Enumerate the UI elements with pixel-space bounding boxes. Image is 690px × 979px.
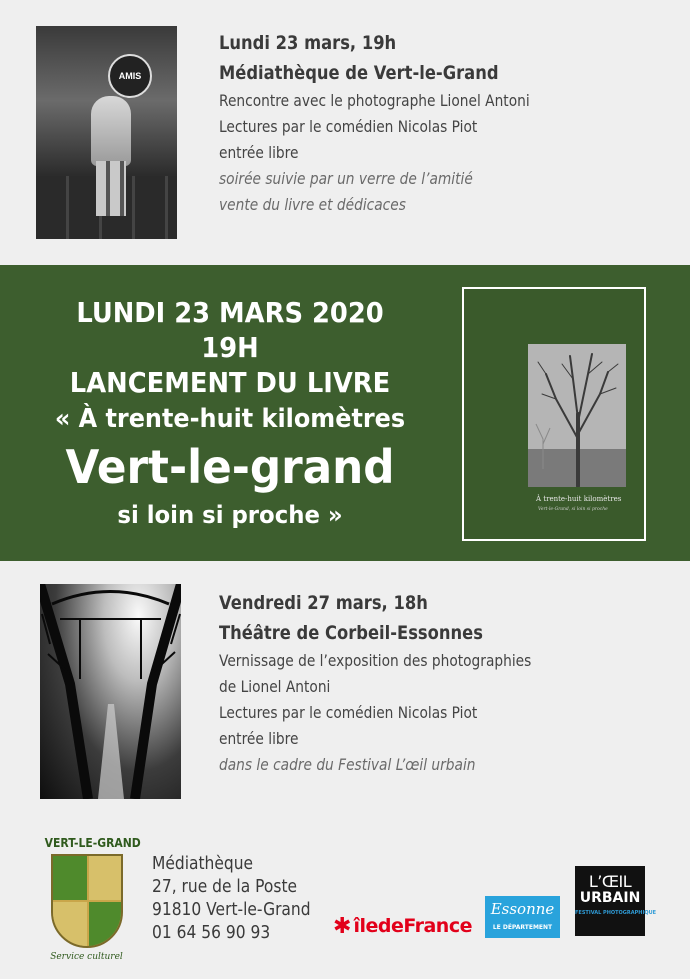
- event-line: entrée libre: [219, 729, 299, 748]
- event-line: Lectures par le comédien Nicolas Piot: [219, 703, 478, 722]
- event-theatre: [219, 588, 679, 778]
- address-line: 91810 Vert-le-Grand: [152, 899, 311, 920]
- event-line: de Lionel Antoni: [219, 677, 331, 696]
- essonne-subtext: LE DÉPARTEMENT: [492, 924, 553, 931]
- vert-le-grand-logo: [40, 836, 141, 970]
- photo-child-mediatheque: [36, 26, 177, 239]
- service-culturel-label: Service culturel: [50, 952, 123, 962]
- event-note: vente du livre et dédicaces: [219, 195, 406, 214]
- event-line: Lectures par le comédien Nicolas Piot: [219, 117, 478, 136]
- address-line: 01 64 56 90 93: [152, 922, 271, 943]
- book-cover-subtitle: Vert-le-Grand, si loin si proche: [538, 507, 608, 512]
- event-venue: Médiathèque de Vert-le-Grand: [219, 62, 499, 84]
- photo-child-shape: [91, 96, 131, 166]
- banner-book-title-1: « À trente-huit kilomètres: [54, 404, 406, 434]
- coat-quarter: [53, 902, 87, 948]
- oeil-urbain-logo: [575, 866, 657, 936]
- book-cover-tree-photo: [528, 344, 626, 487]
- banner-date: LUNDI 23 MARS 2020: [76, 296, 384, 329]
- star-icon: ✱: [333, 913, 352, 938]
- photo-legs-shape: [96, 161, 126, 216]
- oeil-text: L’ŒIL: [588, 872, 632, 891]
- urbain-text: URBAIN: [579, 890, 641, 906]
- event-mediatheque: [219, 28, 679, 218]
- banner-time: 19H: [201, 331, 259, 364]
- book-cover-title: À trente-huit kilomètres: [536, 495, 622, 503]
- event-line: entrée libre: [219, 143, 299, 162]
- tree-icon: [528, 344, 626, 487]
- contact-address: [152, 852, 336, 944]
- coat-of-arms-icon: [51, 854, 123, 948]
- festival-text: FESTIVAL PHOTOGRAPHIQUE: [575, 910, 657, 916]
- coat-quarter: [89, 856, 123, 900]
- avenue-gate-icon: [40, 584, 181, 799]
- event-note: dans le cadre du Festival L’œil urbain: [219, 755, 476, 774]
- address-line: Médiathèque: [152, 853, 254, 874]
- address-line: 27, rue de la Poste: [152, 876, 298, 897]
- coat-quarter: [53, 856, 87, 900]
- town-name: VERT-LE-GRAND: [44, 836, 141, 850]
- event-date: Vendredi 27 mars, 18h: [219, 592, 428, 614]
- photo-avenue-gate: [40, 584, 181, 799]
- event-venue: Théâtre de Corbeil-Essonnes: [219, 622, 483, 644]
- event-line: Vernissage de l’exposition des photographies: [219, 651, 532, 670]
- iledefrance-text: îledeFrance: [353, 915, 472, 937]
- banner-headline: [20, 295, 440, 533]
- book-cover: [462, 287, 646, 541]
- banner-book-title-3: si loin si proche »: [117, 501, 343, 529]
- banner-book-title-2: Vert-le-grand: [65, 440, 395, 494]
- essonne-logo: [485, 896, 560, 938]
- event-note: soirée suivie par un verre de l’amitié: [219, 169, 473, 188]
- event-line: Rencontre avec le photographe Lionel Antoni: [219, 91, 530, 110]
- iledefrance-logo: [333, 911, 472, 941]
- banner-launch: LANCEMENT DU LIVRE: [69, 366, 391, 399]
- photo-amis-sign: AMIS: [108, 54, 152, 98]
- essonne-text: Essonne: [490, 900, 555, 918]
- coat-quarter: [89, 902, 123, 948]
- event-date: Lundi 23 mars, 19h: [219, 32, 397, 54]
